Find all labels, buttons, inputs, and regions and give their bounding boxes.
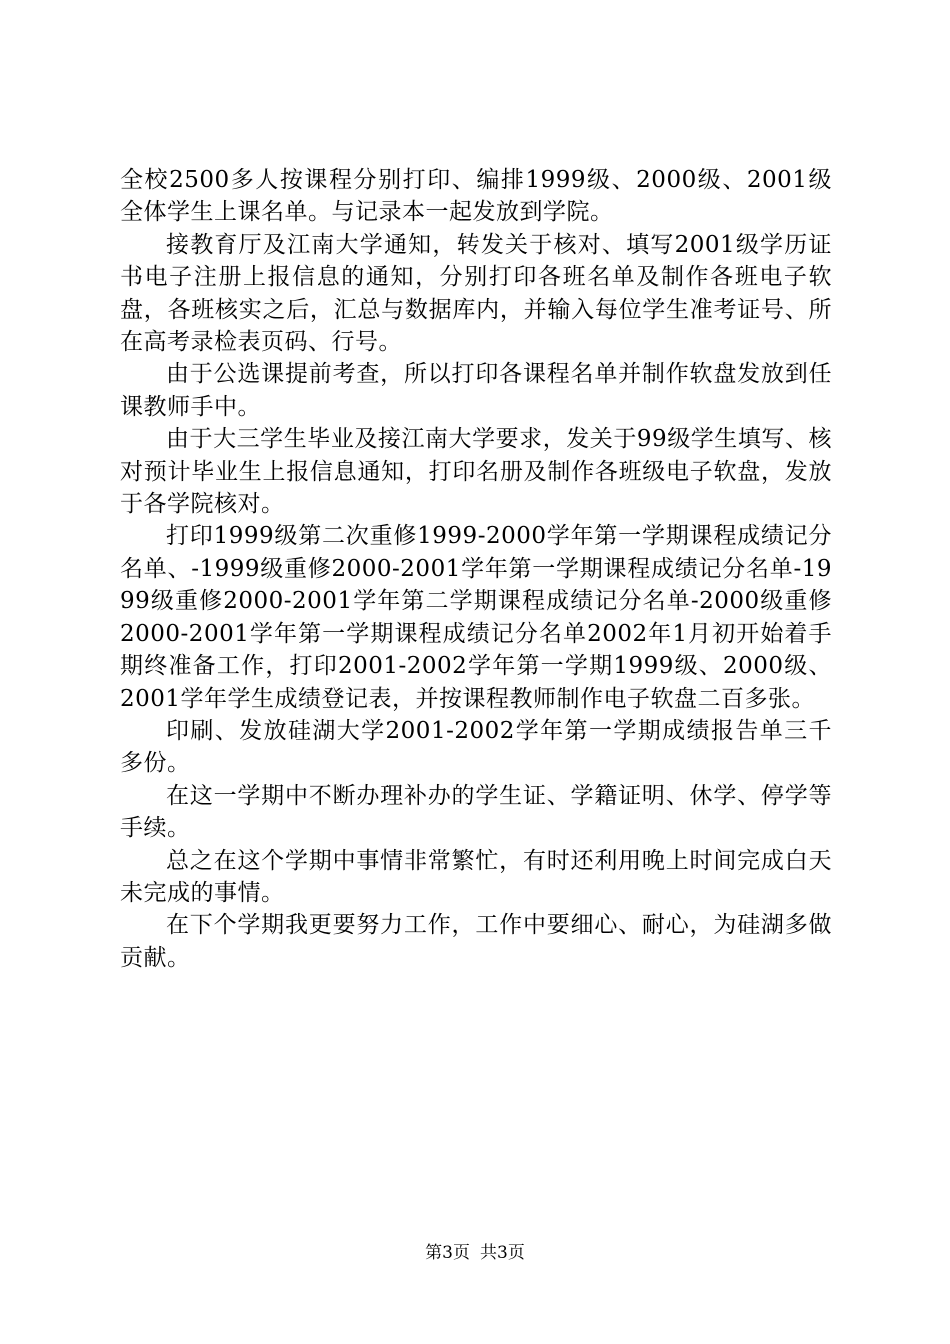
page-number-total: 共3页 (480, 1243, 525, 1263)
paragraph: 总之在这个学期中事情非常繁忙，有时还利用晚上时间完成白天未完成的事情。 (120, 847, 832, 906)
paragraph: 全校2500多人按课程分别打印、编排1999级、2000级、2001级全体学生上课名单。与记录本一起发放到学院。 (120, 167, 832, 226)
page-footer (0, 1241, 950, 1265)
document-body (120, 164, 832, 974)
paragraph: 由于大三学生毕业及接江南大学要求，发关于99级学生填写、核对预计毕业生上报信息通知，打印名册及制作各班级电子软盘，发放于各学院核对。 (120, 426, 832, 518)
paragraph: 由于公选课提前考查，所以打印各课程名单并制作软盘发放到任课教师手中。 (120, 361, 832, 420)
paragraph: 在这一学期中不断办理补办的学生证、学籍证明、休学、停学等手续。 (120, 782, 832, 842)
paragraph: 打印1999级第二次重修1999-2000学年第一学期课程成绩记分名单、-1999级重修2000-2001学年第一学期课程成绩记分名单-1999级重修2000-2001学年第二学期课程成绩记分名单-2000级重修2000-2001学年第一学期课程成绩记分名单2002年1月初开始着手期终准备工作，打印2001-2002学年第一学期1999级、2000级、2001学年学生成绩登记表，并按课程教师制作电子软盘二百多张。 (120, 523, 832, 712)
paragraph: 在下个学期我更要努力工作，工作中要细心、耐心，为硅湖多做贡献。 (120, 912, 832, 971)
paragraph: 接教育厅及江南大学通知，转发关于核对、填写2001级学历证书电子注册上报信息的通知，分别打印各班名单及制作各班电子软盘，各班核实之后，汇总与数据库内，并输入每位学生准考证号、所在高考录检表页码、行号。 (120, 231, 832, 356)
page-number-current: 第3页 (425, 1243, 470, 1263)
paragraph: 印刷、发放硅湖大学2001-2002学年第一学期成绩报告单三千多份。 (120, 717, 832, 777)
